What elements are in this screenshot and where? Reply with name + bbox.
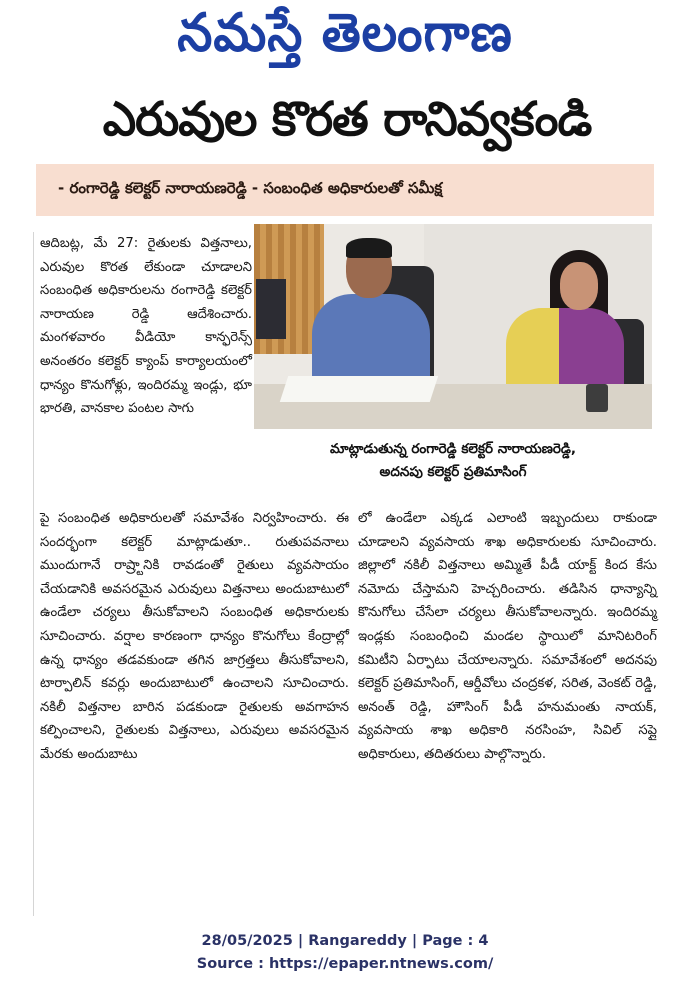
footer-date-page: 28/05/2025 | Rangareddy | Page : 4 [201, 933, 489, 949]
column-rule [33, 232, 34, 916]
subhead-text: - రంగారెడ్డి కలెక్టర్ నారాయణరెడ్డి - సంబంధిత అధికారులతో సమీక్ష [58, 179, 443, 197]
masthead-title: నమస్తే తెలంగాణ [177, 1, 513, 63]
article-photo [254, 224, 652, 429]
article-subhead [36, 164, 654, 216]
article-paragraph-1: ఆదిబట్ల, మే 27: రైతులకు విత్తనాలు, ఎరువుల కొరత లేకుండా చూడాలని సంబంధిత అధికారులను రంగారెడ్డి కలెక్టర్ నారాయణ రెడ్డి ఆదేశించారు. మంగళవారం వీడియో కాన్ఫరెన్స్ అనంతరం కలెక్టర్ క్యాంప్ కార్యాలయంలో ధాన్యం కొనుగోళ్లు, ఇందిరమ్మ ఇండ్లు, భూ భారతి, వానకాల పంటల సాగు [40, 236, 252, 417]
page-footer [0, 930, 690, 976]
footer-source: Source : https://epaper.ntnews.com/ [196, 956, 494, 972]
caption-line-2: అదనపు కలెక్టర్ ప్రతిమాసింగ్ [379, 464, 527, 480]
article-paragraph-2: పై సంబంధిత అధికారులతో సమావేశం నిర్వహించారు. ఈ సందర్భంగా కలెక్టర్ మాట్లాడుతూ.. రుతుపవనాలు ముందుగానే రాష్ర్టానికి రావడంతో రైతులు వ్యవసాయం చేయడానికి అవసరమైన ఎరువులు విత్తనాలు అందుబాటులో ఉండేలా చర్యలు తీసుకోవాలని సంబంధిత అధికారులకు సూచించారు. వర్షాల కారణంగా ధాన్యం కొనుగోలు కేంద్రాల్లో ఉన్న ధాన్యం తడవకుండా తగిన జాగ్రత్తలు తీసుకోవాలని, టార్పాలిన్ కవర్లు అందుబాటులో ఉంచాలని సూచించారు. నకిలీ విత్తనాల బారిన పడకుండా రైతులకు అవగాహన కల్పించాలని, రైతులకు విత్తనాలు, ఎరువులు అవసరమైన మేరకు అందుబాటు [40, 511, 349, 762]
article-paragraph-3: లో ఉండేలా ఎక్కడ ఎలాంటి ఇబ్బందులు రాకుండా చూడాలని వ్యవసాయ శాఖ అధికారులకు సూచించారు. జిల్లాలో నకిలీ విత్తనాలు అమ్మితే పీడీ యాక్ట్ కింద కేసు నమోదు చేస్తామని హెచ్చరించారు. తడిసిన ధాన్యాన్ని కొనుగోలు చేసేలా చర్యలు తీసుకోవాలన్నారు. ఇందిరమ్మ ఇండ్లకు సంబంధించి మండల స్థాయిలో మానిటరింగ్ కమిటీని ఏర్పాటు చేయాలన్నారు. సమావేశంలో అదనపు కలెక్టర్ ప్రతిమాసింగ్, ఆర్డీవోలు చంద్రకళ, సరిత, వెంకట్ రెడ్డి, అనంత్ రెడ్డి, హౌసింగ్ పీడీ హనుమంతు నాయక్, వ్యవసాయ శాఖ అధికారి నరసింహ, సివిల్ సప్లై అధికారులు, తదితరులు పాల్గొన్నారు. [358, 511, 657, 762]
caption-line-1: మాట్లాడుతున్న రంగారెడ్డి కలెక్టర్ నారాయణరెడ్డి, [329, 441, 577, 457]
headline-text: ఎరువుల కొరత రానివ్వకండి [102, 92, 592, 147]
newspaper-masthead [120, 2, 570, 76]
article-headline [36, 86, 658, 164]
photo-caption [254, 432, 652, 492]
